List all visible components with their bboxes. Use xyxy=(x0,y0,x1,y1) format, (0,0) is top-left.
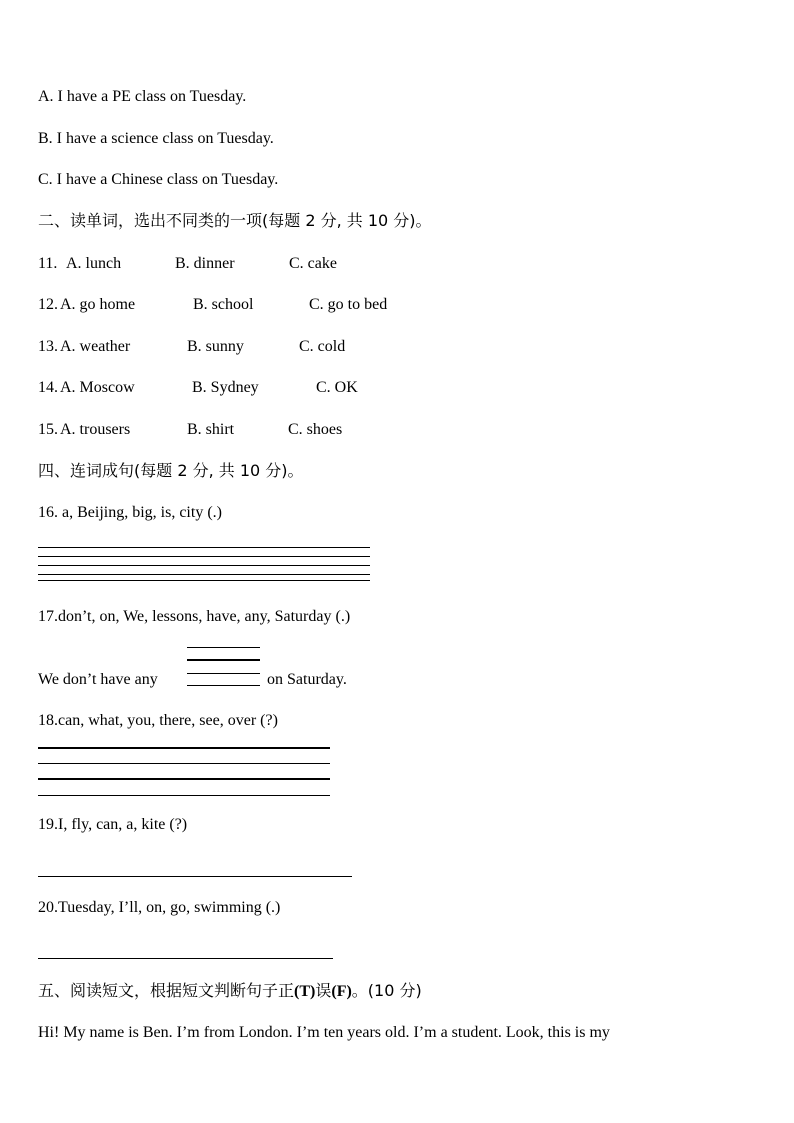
section4-heading: 四、连词成句(每题 2 分, 共 10 分)。 xyxy=(38,461,304,480)
question-19: 19.I, fly, can, a, kite (?) xyxy=(38,816,188,833)
question-11 xyxy=(38,254,337,274)
choice-a: A. go home xyxy=(60,296,136,313)
choice-b: B. school xyxy=(193,296,254,313)
passage-line-1: Hi! My name is Ben. I’m from London. I’m ten years old. I’m a student. Look, this is my xyxy=(38,1024,610,1041)
question-15 xyxy=(38,420,343,440)
answer-line[interactable] xyxy=(38,795,330,796)
section5-heading-part1: 五、阅读短文，根据短文判断句子正 xyxy=(38,981,295,1000)
question-number: 11. xyxy=(38,255,58,272)
answer-line[interactable] xyxy=(38,747,330,749)
choice-a: A. trousers xyxy=(60,421,131,438)
question-18: 18.can, what, you, there, see, over (?) xyxy=(38,712,278,729)
answer-line[interactable] xyxy=(38,763,330,764)
answer-line[interactable] xyxy=(38,876,352,877)
choice-b: B. Sydney xyxy=(192,379,259,396)
question-13 xyxy=(38,337,346,357)
section5-heading xyxy=(38,981,422,1002)
section2-heading: 二、读单词，选出不同类的一项(每题 2 分, 共 10 分)。 xyxy=(38,211,432,230)
answer-line[interactable] xyxy=(38,580,370,581)
question-17: 17.don’t, on, We, lessons, have, any, Saturday (.) xyxy=(38,608,351,625)
question-14 xyxy=(38,378,358,398)
section5-heading-part3: 。(10 分) xyxy=(351,981,422,1000)
answer-line[interactable] xyxy=(38,565,370,566)
choice-b: B. dinner xyxy=(175,255,235,272)
section5-heading-t: (T) xyxy=(294,983,316,1000)
question-number: 12. xyxy=(38,296,58,313)
section5-heading-f: (F) xyxy=(331,983,352,1000)
answer-line[interactable] xyxy=(38,547,370,548)
question-17-sentence-prefix: We don’t have any xyxy=(38,671,158,688)
blank-line[interactable] xyxy=(187,673,260,674)
section5-heading-part2: 误 xyxy=(315,981,332,1000)
choice-a: A. Moscow xyxy=(60,379,135,396)
question-17-sentence-suffix: on Saturday. xyxy=(267,671,347,688)
blank-line[interactable] xyxy=(187,647,260,648)
choice-c: C. go to bed xyxy=(309,296,388,313)
answer-line[interactable] xyxy=(38,778,330,780)
blank-line[interactable] xyxy=(187,685,260,686)
question-12 xyxy=(38,295,388,315)
option-c: C. I have a Chinese class on Tuesday. xyxy=(38,171,279,188)
answer-line[interactable] xyxy=(38,556,370,557)
choice-c: C. cold xyxy=(299,338,346,355)
choice-a: A. weather xyxy=(60,338,131,355)
answer-line[interactable] xyxy=(38,958,333,959)
question-number: 13. xyxy=(38,338,58,355)
choice-b: B. sunny xyxy=(187,338,244,355)
question-number: 15. xyxy=(38,421,58,438)
choice-b: B. shirt xyxy=(187,421,235,438)
option-b: B. I have a science class on Tuesday. xyxy=(38,130,274,147)
answer-line[interactable] xyxy=(38,574,370,575)
question-16: 16. a, Beijing, big, is, city (.) xyxy=(38,504,222,521)
option-a: A. I have a PE class on Tuesday. xyxy=(38,88,247,105)
question-number: 14. xyxy=(38,379,58,396)
choice-a: A. lunch xyxy=(66,255,122,272)
choice-c: C. OK xyxy=(316,379,358,396)
question-20: 20.Tuesday, I’ll, on, go, swimming (.) xyxy=(38,899,281,916)
blank-line[interactable] xyxy=(187,659,260,661)
choice-c: C. shoes xyxy=(288,421,343,438)
choice-c: C. cake xyxy=(289,255,337,272)
